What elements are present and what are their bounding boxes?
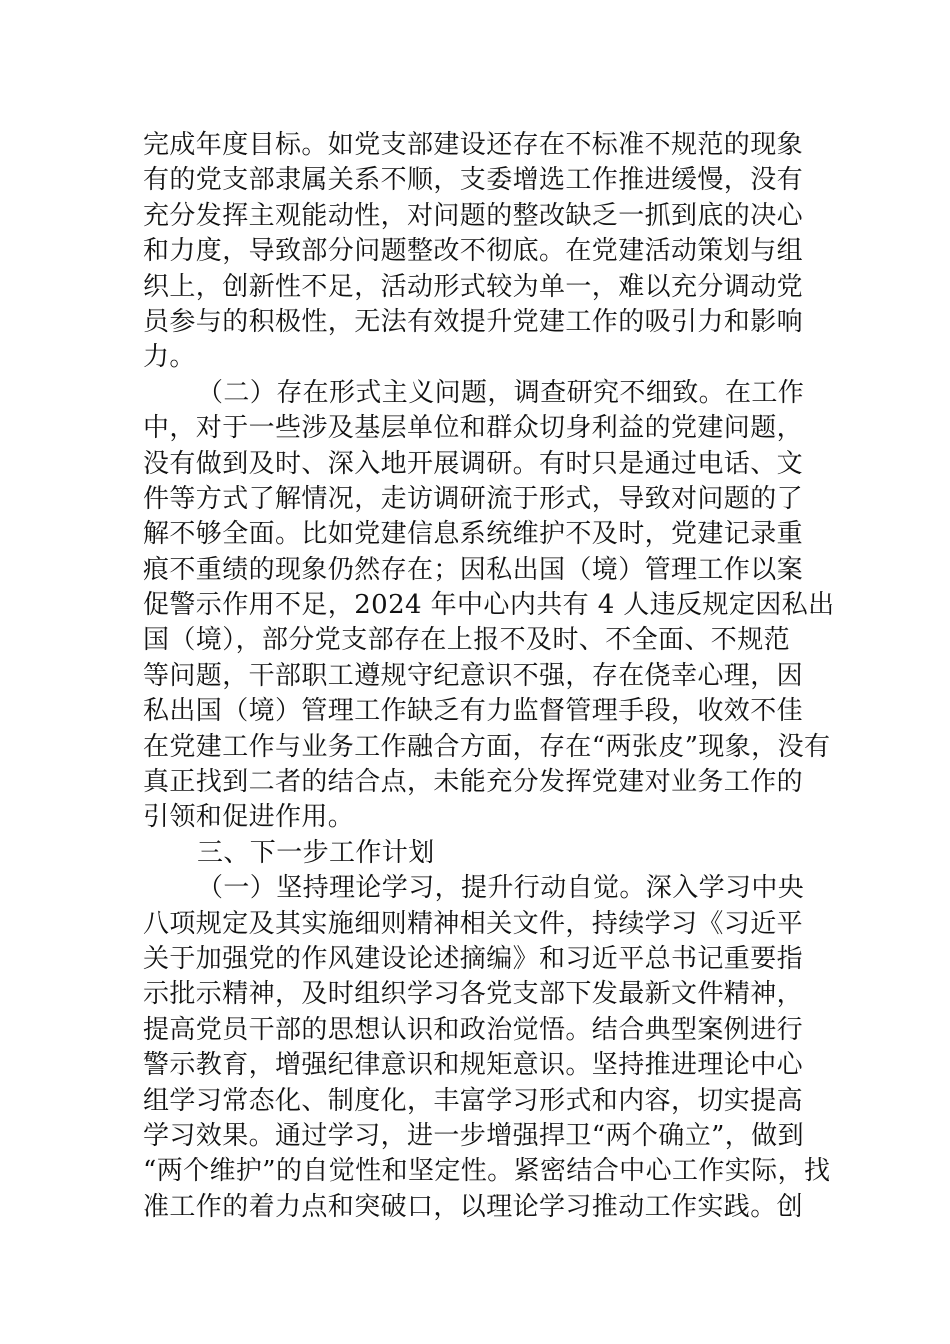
section-heading: 三、下一步工作计划 <box>197 837 435 868</box>
text-line: 私出国（境）管理工作缺乏有力监督管理手段，收效不佳 <box>143 696 804 727</box>
text-line: 和力度，导致部分问题整改不彻底。在党建活动策划与组 <box>143 236 804 267</box>
text-line: 在党建工作与业务工作融合方面，存在“两张皮”现象，没有 <box>143 731 831 762</box>
text-line: 解不够全面。比如党建信息系统维护不及时，党建记录重 <box>143 519 804 550</box>
text-line: 准工作的着力点和突破口，以理论学习推动工作实践。创 <box>143 1191 804 1222</box>
text-line: 痕不重绩的现象仍然存在；因私出国（境）管理工作以案 <box>143 554 804 585</box>
text-line: 八项规定及其实施细则精神相关文件，持续学习《习近平 <box>143 908 804 939</box>
text-line: 真正找到二者的结合点，未能充分发挥党建对业务工作的 <box>143 767 804 798</box>
text-line: “两个维护”的自觉性和坚定性。紧密结合中心工作实际，找 <box>143 1156 831 1187</box>
text-line: 警示教育，增强纪律意识和规矩意识。坚持推进理论中心 <box>143 1050 804 1081</box>
section-two-first-line: （二）存在形式主义问题，调查研究不细致。在工作 <box>197 377 805 408</box>
text-line: 示批示精神，及时组织学习各党支部下发最新文件精神， <box>143 979 804 1010</box>
text-line: 学习效果。通过学习，进一步增强捍卫“两个确立”，做到 <box>143 1120 804 1151</box>
text-line: 员参与的积极性，无法有效提升党建工作的吸引力和影响 <box>143 306 804 337</box>
text-line: 引领和促进作用。 <box>143 802 355 833</box>
text-line: 件等方式了解情况，走访调研流于形式，导致对问题的了 <box>143 483 804 514</box>
text-line: 织上，创新性不足，活动形式较为单一，难以充分调动党 <box>143 271 804 302</box>
text-line: 充分发挥主观能动性，对问题的整改缺乏一抓到底的决心 <box>143 200 804 231</box>
text-line: 关于加强党的作风建设论述摘编》和习近平总书记重要指 <box>143 943 804 974</box>
text-line: 提高党员干部的思想认识和政治觉悟。结合典型案例进行 <box>143 1014 804 1045</box>
text-line: 完成年度目标。如党支部建设还存在不标准不规范的现象 <box>143 130 804 160</box>
text-line: 组学习常态化、制度化，丰富学习形式和内容，切实提高 <box>143 1085 804 1116</box>
body-text <box>143 128 835 1225</box>
text-line: 有的党支部隶属关系不顺，支委增选工作推进缓慢，没有 <box>143 165 804 196</box>
text-line: 中，对于一些涉及基层单位和群众切身利益的党建问题， <box>143 413 804 444</box>
text-line: 国（境），部分党支部存在上报不及时、不全面、不规范 <box>143 625 791 656</box>
subsection-one-first-line: （一）坚持理论学习，提升行动自觉。深入学习中央 <box>197 873 805 904</box>
text-line: 等问题，干部职工遵规守纪意识不强，存在侥幸心理，因 <box>143 660 804 691</box>
text-line: 没有做到及时、深入地开展调研。有时只是通过电话、文 <box>143 448 804 479</box>
text-line: 促警示作用不足，2024 年中心内共有 4 人违反规定因私出 <box>143 590 835 621</box>
text-line: 力。 <box>143 342 196 373</box>
